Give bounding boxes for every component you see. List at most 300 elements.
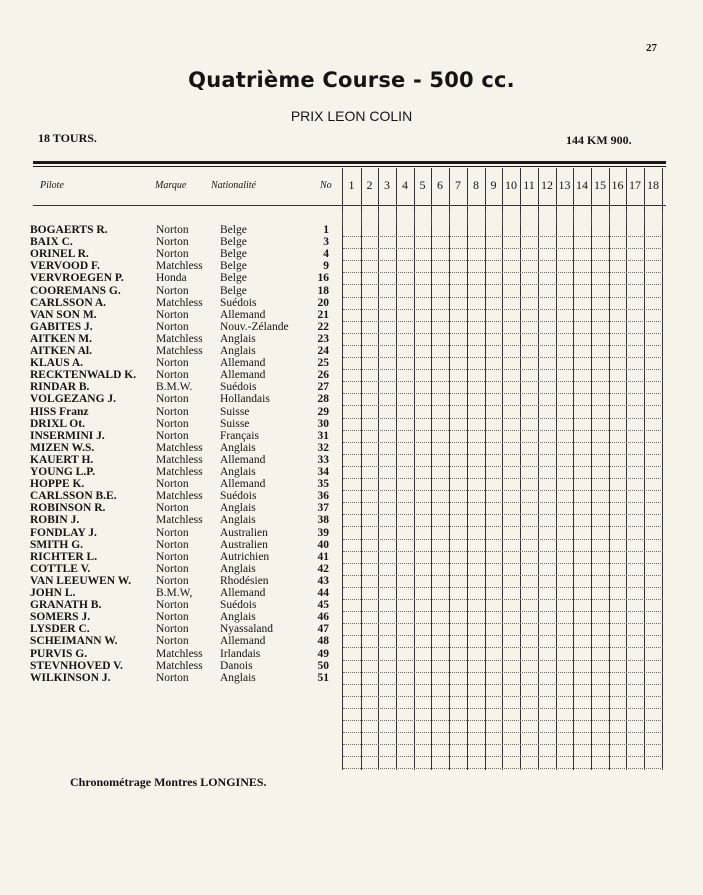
- lap-entry-line: [343, 684, 663, 685]
- rider-number: 35: [317, 478, 329, 491]
- rider-row: [0, 236, 340, 248]
- lap-column-divider: [502, 168, 503, 770]
- rider-nationalite: Anglais: [220, 611, 256, 624]
- rider-row: [0, 357, 340, 369]
- lap-number-header: 12: [541, 178, 553, 192]
- rider-number: 1: [323, 224, 329, 236]
- rider-name: HISS Franz: [30, 405, 89, 418]
- rider-nationalite: Hollandais: [220, 393, 270, 406]
- lap-number-header: 10: [505, 178, 517, 192]
- rider-row: [0, 502, 340, 514]
- lap-column-divider: [414, 168, 415, 770]
- rider-marque: Matchless: [156, 345, 203, 357]
- lap-entry-line: [343, 248, 663, 249]
- race-distance: 144 KM 900.: [566, 133, 632, 147]
- rider-marque: Norton: [156, 611, 189, 624]
- rider-number: 18: [317, 284, 329, 297]
- lap-entry-line: [343, 551, 663, 552]
- rider-nationalite: Belge: [220, 224, 247, 236]
- rider-name: GABITES J.: [30, 320, 93, 333]
- lap-tick: [662, 212, 663, 226]
- rider-nationalite: Autrichien: [220, 550, 270, 563]
- lap-number-header: 9: [490, 178, 497, 192]
- rider-marque: Matchless: [156, 296, 203, 309]
- rider-marque: Norton: [156, 405, 189, 418]
- header-nationalite: Nationalité: [211, 180, 256, 191]
- rider-number: 28: [317, 393, 329, 406]
- lap-entry-line: [343, 744, 663, 745]
- rider-marque: Norton: [156, 369, 189, 382]
- lap-number-header: 3: [384, 178, 390, 192]
- lap-entry-line: [343, 260, 663, 261]
- rider-nationalite: Nouv.-Zélande: [220, 320, 289, 333]
- rider-marque: B.M.W.: [156, 381, 193, 394]
- rider-nationalite: Suédois: [220, 296, 257, 309]
- lap-entry-line: [343, 430, 663, 431]
- header-pilote: Pilote: [40, 180, 64, 191]
- rider-row: [0, 224, 340, 236]
- rider-marque: Honda: [156, 272, 187, 285]
- rider-nationalite: Allemand: [220, 635, 266, 648]
- lap-tick: [556, 212, 557, 226]
- rider-row: [0, 430, 340, 442]
- rider-nationalite: Suédois: [220, 599, 257, 612]
- rider-nationalite: Belge: [220, 260, 247, 273]
- lap-tick: [538, 212, 539, 226]
- rider-nationalite: Irlandais: [220, 647, 261, 660]
- rider-marque: Norton: [156, 417, 189, 430]
- rider-name: ROBIN J.: [30, 514, 80, 527]
- lap-column-divider: [556, 168, 557, 770]
- lap-entry-line: [343, 393, 663, 394]
- rider-number: 48: [317, 635, 329, 648]
- rider-name: MIZEN W.S.: [30, 441, 95, 454]
- lap-tick: [396, 212, 397, 226]
- rider-row: [0, 369, 340, 381]
- rider-row: [0, 345, 340, 357]
- lap-tick: [502, 212, 503, 226]
- rider-row: [0, 309, 340, 321]
- rider-marque: Matchless: [156, 466, 203, 478]
- rider-number: 44: [317, 587, 329, 599]
- lap-entry-line: [343, 490, 663, 491]
- rider-number: 34: [317, 466, 329, 478]
- lap-number-header: 16: [611, 178, 624, 192]
- rider-number: 29: [317, 405, 329, 418]
- lap-number-header: 4: [402, 178, 408, 192]
- rider-number: 3: [323, 236, 329, 249]
- rider-row: [0, 623, 340, 635]
- lap-entry-line: [343, 405, 663, 406]
- rider-nationalite: Allemand: [220, 478, 266, 491]
- lap-entry-line: [343, 418, 663, 419]
- rider-marque: Norton: [156, 550, 189, 563]
- rider-row: [0, 599, 340, 611]
- rider-number: 9: [323, 260, 329, 273]
- lap-entry-line: [343, 514, 663, 515]
- lap-column-divider: [609, 168, 610, 770]
- rider-row: [0, 551, 340, 563]
- rider-row: [0, 478, 340, 490]
- lap-entry-line: [343, 587, 663, 588]
- rider-name: RINDAR B.: [30, 381, 90, 394]
- rider-nationalite: Danois: [220, 659, 253, 672]
- lap-tick: [414, 212, 415, 226]
- rider-number: 40: [317, 538, 329, 551]
- rider-marque: Norton: [156, 320, 189, 333]
- lap-column-divider: [626, 168, 627, 770]
- lap-entry-line: [343, 672, 663, 673]
- lap-entry-line: [343, 647, 663, 648]
- rider-number: 49: [317, 647, 329, 660]
- lap-tick: [485, 212, 486, 226]
- laps-count: 18 TOURS.: [38, 131, 97, 145]
- rider-nationalite: Anglais: [220, 671, 256, 684]
- rider-number: 47: [317, 623, 329, 636]
- rider-number: 31: [317, 429, 329, 442]
- lap-number-header: 13: [558, 178, 571, 192]
- rider-nationalite: Allemand: [220, 369, 266, 382]
- lap-number-header: 17: [629, 178, 641, 192]
- lap-number-header: 7: [455, 178, 461, 192]
- rider-marque: Matchless: [156, 260, 203, 273]
- rider-marque: Matchless: [156, 441, 203, 454]
- rider-name: ORINEL R.: [30, 248, 89, 261]
- rider-number: 41: [317, 550, 329, 563]
- rider-marque: Norton: [156, 526, 189, 539]
- rider-number: 23: [317, 332, 329, 345]
- header-numero: No: [320, 180, 332, 191]
- rider-nationalite: Allemand: [220, 453, 266, 466]
- rider-marque: Norton: [156, 623, 189, 636]
- rider-number: 20: [317, 296, 329, 309]
- rider-number: 26: [317, 369, 329, 382]
- rider-row: [0, 587, 340, 599]
- rider-nationalite: Allemand: [220, 357, 266, 370]
- timing-credit: Chronométrage Montres LONGINES.: [70, 775, 267, 789]
- rider-row: [0, 635, 340, 647]
- rider-row: [0, 406, 340, 418]
- rider-nationalite: Belge: [220, 284, 247, 297]
- lap-entry-line: [343, 333, 663, 334]
- rider-row: [0, 539, 340, 551]
- rider-name: VAN SON M.: [30, 308, 97, 321]
- rider-number: 4: [323, 248, 329, 261]
- lap-column-divider: [538, 168, 539, 770]
- rider-marque: B.M.W,: [156, 587, 193, 599]
- lap-entry-line: [343, 696, 663, 697]
- rider-marque: Norton: [156, 248, 189, 261]
- lap-number-header: 1: [348, 178, 355, 192]
- lap-number-header: 15: [594, 178, 606, 192]
- rider-name: BOGAERTS R.: [30, 224, 108, 236]
- lap-tick: [467, 212, 468, 226]
- rider-name: KLAUS A.: [30, 357, 84, 370]
- lap-entry-line: [343, 454, 663, 455]
- lap-entry-line: [343, 466, 663, 467]
- lap-column-divider: [573, 168, 574, 770]
- rider-number: 24: [317, 345, 329, 357]
- rider-nationalite: Anglais: [220, 466, 256, 478]
- lap-column-divider: [361, 168, 362, 770]
- page-title: Quatrième Course - 500 cc.: [188, 68, 515, 92]
- rider-name: YOUNG L.P.: [30, 466, 96, 478]
- rider-row: [0, 466, 340, 478]
- lap-entry-line: [343, 272, 663, 273]
- lap-entry-line: [343, 575, 663, 576]
- rider-nationalite: Rhodésien: [220, 574, 269, 587]
- rider-nationalite: Belge: [220, 272, 247, 285]
- rider-row: [0, 648, 340, 660]
- lap-tick: [520, 212, 521, 226]
- rider-number: 50: [317, 659, 329, 672]
- rider-marque: Matchless: [156, 514, 203, 527]
- lap-column-divider: [644, 168, 645, 770]
- rider-marque: Norton: [156, 308, 189, 321]
- rider-marque: Norton: [156, 357, 189, 370]
- lap-entry-line: [343, 502, 663, 503]
- rider-nationalite: Allemand: [220, 308, 266, 321]
- rider-row: [0, 260, 340, 272]
- lap-number-header: 18: [647, 178, 659, 192]
- lap-column-divider: [485, 168, 486, 770]
- rider-name: PURVIS G.: [30, 647, 88, 660]
- rider-nationalite: Anglais: [220, 332, 256, 345]
- rider-row: [0, 575, 340, 587]
- rider-row: [0, 297, 340, 309]
- rider-number: 25: [317, 357, 329, 370]
- rider-nationalite: Anglais: [220, 345, 256, 357]
- rider-name: HOPPE K.: [30, 478, 85, 491]
- rider-marque: Matchless: [156, 453, 203, 466]
- lap-tick: [378, 212, 379, 226]
- lap-tick: [626, 212, 627, 226]
- rider-number: 42: [317, 562, 329, 575]
- lap-entry-line: [343, 623, 663, 624]
- lap-entry-line: [343, 708, 663, 709]
- rider-name: LYSDER C.: [30, 623, 90, 636]
- rider-name: CARLSSON A.: [30, 296, 107, 309]
- page-number: 27: [646, 42, 657, 54]
- rider-number: 16: [317, 272, 329, 285]
- rider-number: 21: [317, 308, 329, 321]
- lap-entry-line: [343, 345, 663, 346]
- rider-row: [0, 272, 340, 284]
- lap-entry-line: [343, 478, 663, 479]
- lap-entry-line: [343, 756, 663, 757]
- rider-number: 46: [317, 611, 329, 624]
- rider-number: 36: [317, 490, 329, 503]
- rider-nationalite: Belge: [220, 236, 247, 249]
- rider-marque: Norton: [156, 538, 189, 551]
- rider-row: [0, 527, 340, 539]
- rider-name: SOMERS J.: [30, 611, 91, 624]
- rider-nationalite: Anglais: [220, 502, 256, 515]
- rider-name: BAIX C.: [30, 236, 73, 249]
- rider-number: 27: [317, 381, 329, 394]
- rider-marque: Norton: [156, 284, 189, 297]
- rider-marque: Norton: [156, 671, 189, 684]
- rider-name: AITKEN M.: [30, 332, 92, 345]
- rider-marque: Norton: [156, 224, 189, 236]
- rider-marque: Matchless: [156, 647, 203, 660]
- lap-tick: [644, 212, 645, 226]
- rider-number: 30: [317, 417, 329, 430]
- lap-number-header: 11: [523, 178, 535, 192]
- rider-name: DRIXL Ot.: [30, 417, 85, 430]
- rider-name: VAN LEEUWEN W.: [30, 574, 132, 587]
- rider-row: [0, 381, 340, 393]
- rider-name: VOLGEZANG J.: [30, 393, 117, 406]
- rider-row: [0, 248, 340, 260]
- lap-tick: [449, 212, 450, 226]
- rider-number: 43: [317, 574, 329, 587]
- rider-marque: Matchless: [156, 332, 203, 345]
- lap-tick: [431, 212, 432, 226]
- rider-name: CARLSSON B.E.: [30, 490, 117, 503]
- header-marque: Marque: [155, 180, 187, 191]
- rider-number: 33: [317, 453, 329, 466]
- lap-column-divider: [342, 168, 343, 770]
- rider-row: [0, 611, 340, 623]
- lap-tick: [361, 212, 362, 226]
- header-underline: [33, 205, 666, 206]
- rider-number: 38: [317, 514, 329, 527]
- lap-entry-line: [343, 297, 663, 298]
- rider-row: [0, 660, 340, 672]
- lap-number-header: 2: [366, 178, 373, 192]
- rider-nationalite: Anglais: [220, 562, 256, 575]
- header-rule-thin: [33, 166, 666, 167]
- lap-column-divider: [431, 168, 432, 770]
- rider-name: VERVROEGEN P.: [30, 272, 124, 285]
- lap-column-divider: [520, 168, 521, 770]
- rider-name: COTTLE V.: [30, 562, 91, 575]
- rider-number: 32: [317, 441, 329, 454]
- rider-marque: Norton: [156, 478, 189, 491]
- rider-nationalite: Allemand: [220, 587, 266, 599]
- lap-tick: [342, 212, 343, 226]
- rider-row: [0, 418, 340, 430]
- lap-entry-line: [343, 660, 663, 661]
- rider-row: [0, 321, 340, 333]
- rider-nationalite: Français: [220, 429, 259, 442]
- rider-marque: Norton: [156, 393, 189, 406]
- rider-row: [0, 563, 340, 575]
- rider-row: [0, 333, 340, 345]
- rider-row: [0, 514, 340, 526]
- lap-entry-line: [343, 442, 663, 443]
- lap-entry-line: [343, 539, 663, 540]
- rider-marque: Norton: [156, 562, 189, 575]
- lap-entry-line: [343, 720, 663, 721]
- rider-nationalite: Anglais: [220, 514, 256, 527]
- lap-entry-line: [343, 357, 663, 358]
- rider-name: RECKTENWALD K.: [30, 369, 137, 382]
- rider-marque: Norton: [156, 635, 189, 648]
- rider-name: SCHEIMANN W.: [30, 635, 118, 648]
- rider-marque: Norton: [156, 574, 189, 587]
- rider-nationalite: Suédois: [220, 490, 257, 503]
- lap-entry-line: [343, 732, 663, 733]
- rider-marque: Matchless: [156, 659, 203, 672]
- rider-nationalite: Anglais: [220, 441, 256, 454]
- lap-entry-line: [343, 599, 663, 600]
- lap-column-divider: [449, 168, 450, 770]
- rider-nationalite: Nyassaland: [220, 623, 274, 636]
- lap-entry-line: [343, 284, 663, 285]
- rider-nationalite: Suisse: [220, 417, 250, 430]
- rider-name: JOHN L.: [30, 587, 76, 599]
- rider-marque: Norton: [156, 429, 189, 442]
- lap-tick: [573, 212, 574, 226]
- rider-name: COOREMANS G.: [30, 284, 121, 297]
- rider-number: 37: [317, 502, 329, 515]
- lap-number-header: 8: [473, 178, 479, 192]
- rider-row: [0, 454, 340, 466]
- lap-entry-line: [343, 526, 663, 527]
- rider-number: 22: [317, 320, 329, 333]
- rider-marque: Matchless: [156, 490, 203, 503]
- rider-row: [0, 285, 340, 297]
- rider-marque: Norton: [156, 502, 189, 515]
- lap-entry-line: [343, 236, 663, 237]
- lap-number-header: 6: [437, 178, 443, 192]
- lap-entry-line: [343, 635, 663, 636]
- lap-entry-line: [343, 611, 663, 612]
- rider-name: GRANATH B.: [30, 599, 102, 612]
- rider-nationalite: Belge: [220, 248, 247, 261]
- rider-name: ROBINSON R.: [30, 502, 106, 515]
- rider-number: 45: [317, 599, 329, 612]
- rider-row: [0, 672, 340, 684]
- rider-name: FONDLAY J.: [30, 526, 97, 539]
- rider-name: INSERMINI J.: [30, 429, 105, 442]
- rider-marque: Norton: [156, 236, 189, 249]
- lap-number-header: 14: [576, 178, 588, 192]
- rider-nationalite: Suisse: [220, 405, 250, 418]
- rider-number: 39: [317, 526, 329, 539]
- rider-row: [0, 442, 340, 454]
- lap-tick: [591, 212, 592, 226]
- lap-column-divider: [467, 168, 468, 770]
- lap-column-divider: [378, 168, 379, 770]
- rider-name: RICHTER L.: [30, 550, 98, 563]
- prize-subtitle: PRIX LEON COLIN: [290, 108, 413, 124]
- rider-row: [0, 393, 340, 405]
- rider-name: WILKINSON J.: [30, 671, 111, 684]
- rider-name: KAUERT H.: [30, 453, 94, 466]
- rider-nationalite: Australien: [220, 526, 268, 539]
- lap-entry-line: [343, 321, 663, 322]
- header-rule-thick: [33, 161, 666, 164]
- rider-name: AITKEN Al.: [30, 345, 92, 357]
- rider-nationalite: Australien: [220, 538, 268, 551]
- rider-nationalite: Suédois: [220, 381, 257, 394]
- lap-entry-line: [343, 768, 663, 769]
- lap-column-divider: [591, 168, 592, 770]
- lap-number-header: 5: [419, 178, 426, 192]
- lap-entry-line: [343, 381, 663, 382]
- rider-number: 51: [317, 671, 329, 684]
- rider-marque: Norton: [156, 599, 189, 612]
- lap-tick: [609, 212, 610, 226]
- lap-entry-line: [343, 369, 663, 370]
- rider-name: SMITH G.: [30, 538, 84, 551]
- rider-name: VERVOOD F.: [30, 260, 100, 273]
- rider-name: STEVNHOVED V.: [30, 659, 123, 672]
- rider-row: [0, 490, 340, 502]
